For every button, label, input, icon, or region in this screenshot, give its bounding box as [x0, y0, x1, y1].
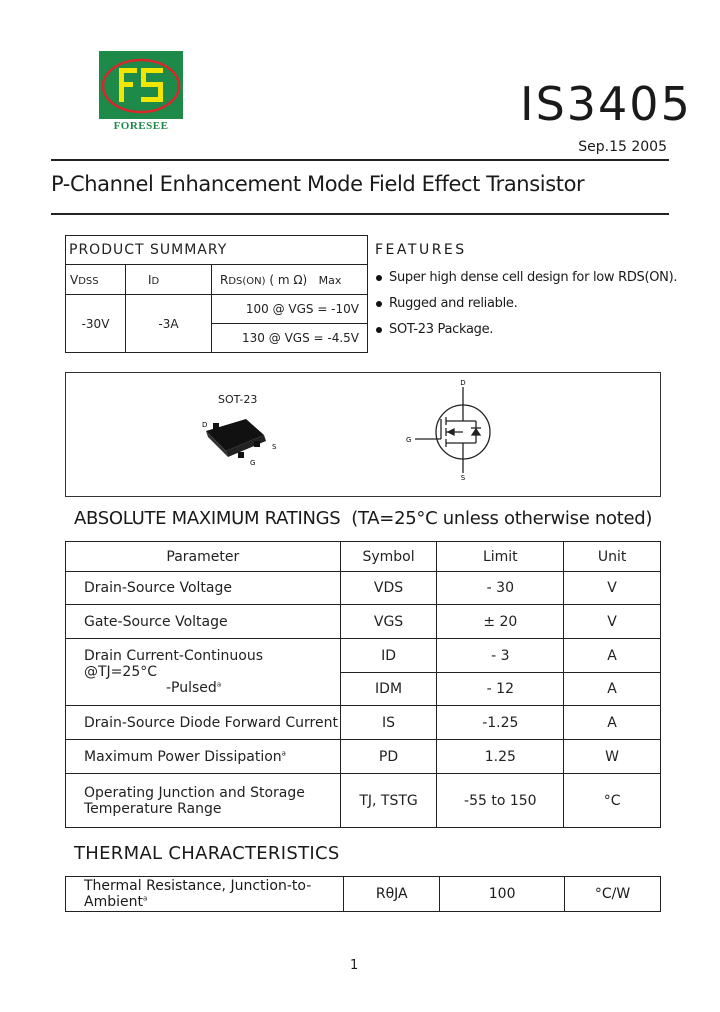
page-number: 1: [350, 958, 359, 973]
document-title: P-Channel Enhancement Mode Field Effect Transistor: [51, 172, 585, 196]
summary-vdss-value: -30V: [66, 295, 126, 353]
svg-text:S: S: [272, 443, 277, 451]
table-row: Drain-Source Voltage VDS - 30 V: [66, 572, 661, 605]
table-row: Thermal Resistance, Junction-to-Ambient$^a$ RθJA 100 °C/W: [66, 877, 661, 912]
summary-col-rds: RDS(ON) ( m Ω) Max: [212, 265, 368, 295]
package-drawing: [66, 373, 660, 496]
table-row: Operating Junction and Storage Temperature Range TJ, TSTG -55 to 150 °C: [66, 774, 661, 828]
bullet-icon: [376, 275, 382, 281]
table-row: Maximum Power Dissipation$^a$ PD 1.25 W: [66, 740, 661, 774]
product-summary-table: [65, 235, 368, 353]
table-row: Gate-Source Voltage VGS ± 20 V: [66, 605, 661, 639]
title-rule: [51, 213, 669, 215]
sot23-package-icon: [202, 419, 277, 467]
ratings-heading: ABSOLUTE MAXIMUM RATINGS (TA=25°C unless otherwise noted): [74, 508, 653, 529]
ratings-condition: (TA=25°C unless otherwise noted): [351, 508, 653, 529]
svg-text:G: G: [406, 436, 412, 444]
svg-text:S: S: [460, 474, 466, 482]
feature-item: SOT-23 Package.: [376, 322, 493, 337]
thermal-characteristics-table: [65, 876, 661, 912]
ratings-col-unit: Unit: [564, 542, 661, 572]
table-row: Drain Current-Continuous @TJ=25°C -Pulsed$^a$ ID - 3 A: [66, 639, 661, 673]
p-mosfet-symbol-icon: [415, 387, 490, 473]
summary-col-id: ID: [126, 265, 212, 295]
bullet-icon: [376, 327, 382, 333]
part-number: IS3405: [520, 77, 692, 131]
absolute-max-ratings-table: [65, 541, 661, 828]
svg-text:G: G: [250, 459, 256, 467]
svg-text:D: D: [460, 379, 466, 387]
summary-rds-2: 130 @ VGS = -4.5V: [212, 324, 368, 353]
table-row: IDM - 12 A: [66, 673, 661, 706]
table-row: Drain-Source Diode Forward Current IS -1.25 A: [66, 706, 661, 740]
ratings-col-symbol: Symbol: [340, 542, 437, 572]
revision-date: Sep.15 2005: [578, 139, 667, 155]
summary-heading: PRODUCT SUMMARY: [66, 236, 368, 265]
features-heading: FEATURES: [375, 242, 467, 258]
package-diagram-box: [65, 372, 661, 497]
ratings-col-limit: Limit: [437, 542, 564, 572]
logo-mark-graphic: [99, 51, 183, 121]
logo-wordmark: FORESEE: [99, 119, 183, 133]
summary-id-value: -3A: [126, 295, 212, 353]
header-rule: [51, 159, 669, 161]
svg-text:D: D: [202, 421, 208, 429]
feature-item: Rugged and reliable.: [376, 296, 517, 311]
thermal-heading: THERMAL CHARACTERISTICS: [74, 843, 340, 864]
bullet-icon: [376, 301, 382, 307]
feature-item: Super high dense cell design for low RDS(ON).: [376, 270, 677, 285]
package-label: SOT-23: [218, 393, 258, 406]
ratings-col-parameter: Parameter: [66, 542, 341, 572]
summary-col-vdss: VDSS: [66, 265, 126, 295]
summary-rds-1: 100 @ VGS = -10V: [212, 295, 368, 324]
